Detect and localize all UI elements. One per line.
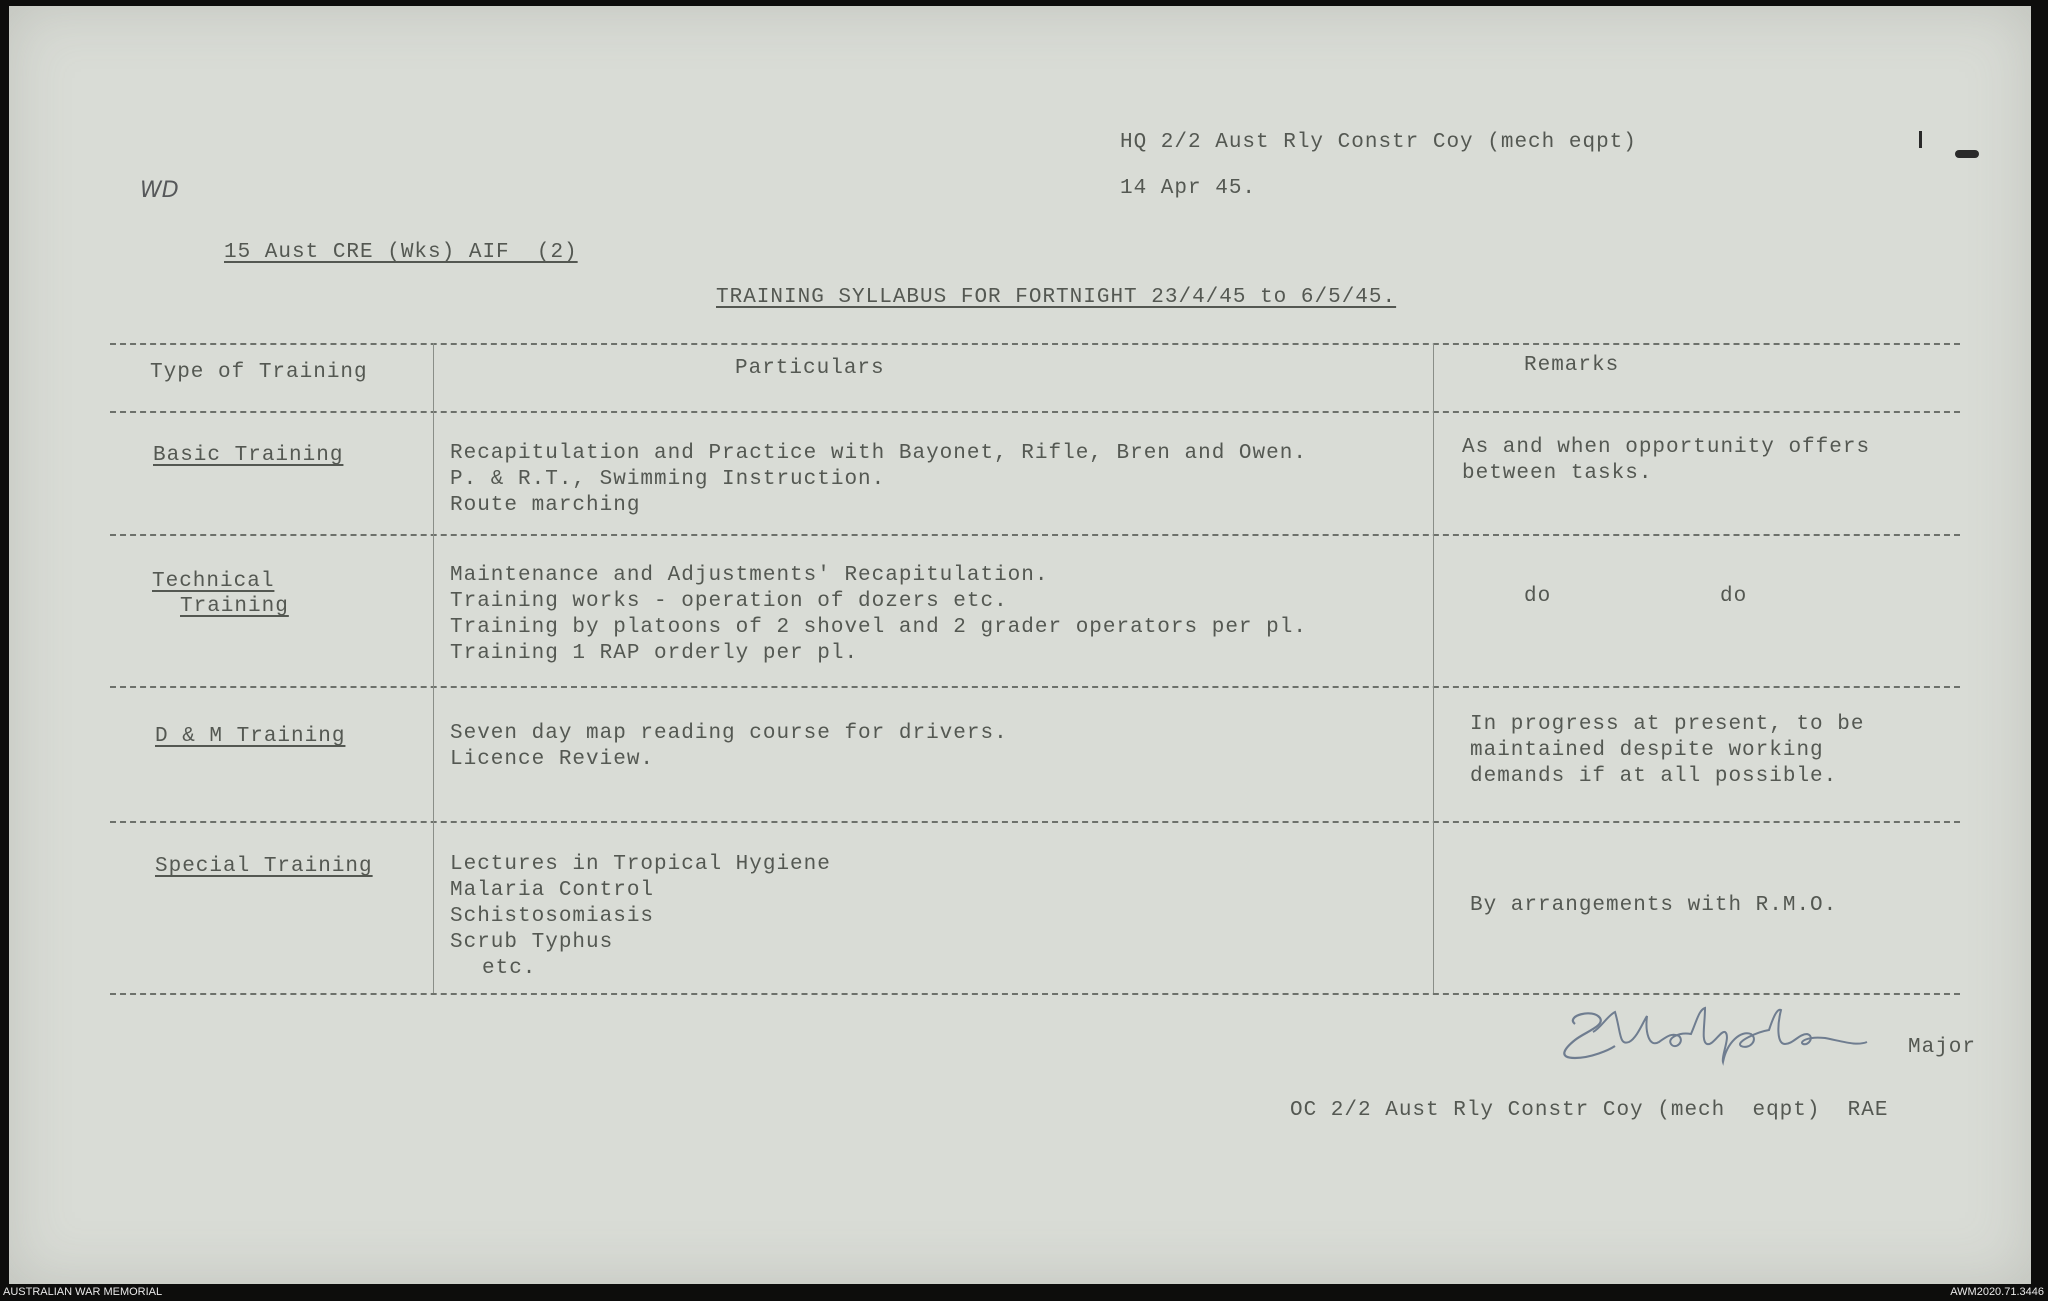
unit-heading: HQ 2/2 Aust Rly Constr Coy (mech eqpt): [1120, 131, 1637, 154]
particulars-line: Lectures in Tropical Hygiene: [450, 853, 831, 876]
remarks-ditto: do: [1720, 585, 1748, 608]
particulars-line: etc.: [482, 957, 537, 980]
particulars-line: P. & R.T., Swimming Instruction.: [450, 468, 886, 491]
particulars-line: Malaria Control: [450, 879, 655, 902]
document-title: TRAINING SYLLABUS FOR FORTNIGHT 23/4/45 to 6/5/45.: [716, 286, 1397, 309]
training-type: Training: [180, 595, 289, 618]
particulars-line: Schistosomiasis: [450, 905, 655, 928]
remarks-line: demands if at all possible.: [1470, 765, 1838, 788]
particulars-line: Training 1 RAP orderly per pl.: [450, 642, 859, 665]
particulars-line: Recapitulation and Practice with Bayonet, Rifle, Bren and Owen.: [450, 442, 1307, 465]
particulars-line: Training works - operation of dozers etc.: [450, 590, 1008, 613]
document-page: [9, 6, 2031, 1284]
particulars-line: Training by platoons of 2 shovel and 2 grader operators per pl.: [450, 616, 1307, 639]
paper-mark: [1955, 150, 1979, 158]
remarks-line: maintained despite working: [1470, 739, 1824, 762]
particulars-line: Scrub Typhus: [450, 931, 614, 954]
table-column-divider: [433, 343, 434, 993]
training-type: Special Training: [155, 855, 373, 878]
archive-footer: [0, 1284, 2048, 1301]
particulars-line: Route marching: [450, 494, 641, 517]
remarks-line: In progress at present, to be: [1470, 713, 1865, 736]
table-column-divider: [1433, 343, 1434, 993]
column-header-particulars: Particulars: [735, 357, 885, 380]
training-type: Basic Training: [153, 444, 344, 467]
addressee: 15 Aust CRE (Wks) AIF (2): [224, 241, 578, 264]
column-header-remarks: Remarks: [1524, 354, 1620, 377]
training-type: D & M Training: [155, 725, 346, 748]
table-rule-row: [110, 686, 1960, 688]
table-rule-row: [110, 821, 1960, 823]
table-rule-top: [110, 343, 1960, 345]
paper-mark: [1919, 131, 1922, 148]
remarks-ditto: do: [1524, 585, 1552, 608]
remarks-line: As and when opportunity offers: [1462, 436, 1871, 459]
column-header-type: Type of Training: [150, 361, 368, 384]
archive-reference: AWM2020.71.3446: [1950, 1286, 2044, 1298]
remarks-line: between tasks.: [1462, 462, 1653, 485]
pencil-annotation: WD: [140, 178, 179, 203]
table-rule-row: [110, 534, 1960, 536]
archive-name: AUSTRALIAN WAR MEMORIAL: [3, 1286, 163, 1298]
particulars-line: Seven day map reading course for drivers.: [450, 722, 1008, 745]
signatory-rank: Major: [1908, 1036, 1977, 1059]
particulars-line: Licence Review.: [450, 748, 655, 771]
particulars-line: Maintenance and Adjustments' Recapitulation.: [450, 564, 1049, 587]
table-rule-bottom: [110, 993, 1960, 995]
training-type: Technical: [152, 570, 275, 593]
signatory-title: OC 2/2 Aust Rly Constr Coy (mech eqpt) RAE: [1290, 1099, 1889, 1122]
table-rule-header: [110, 411, 1960, 413]
document-date: 14 Apr 45.: [1120, 177, 1257, 200]
remarks-line: By arrangements with R.M.O.: [1470, 894, 1838, 917]
handwritten-signature: [1545, 1002, 1875, 1072]
